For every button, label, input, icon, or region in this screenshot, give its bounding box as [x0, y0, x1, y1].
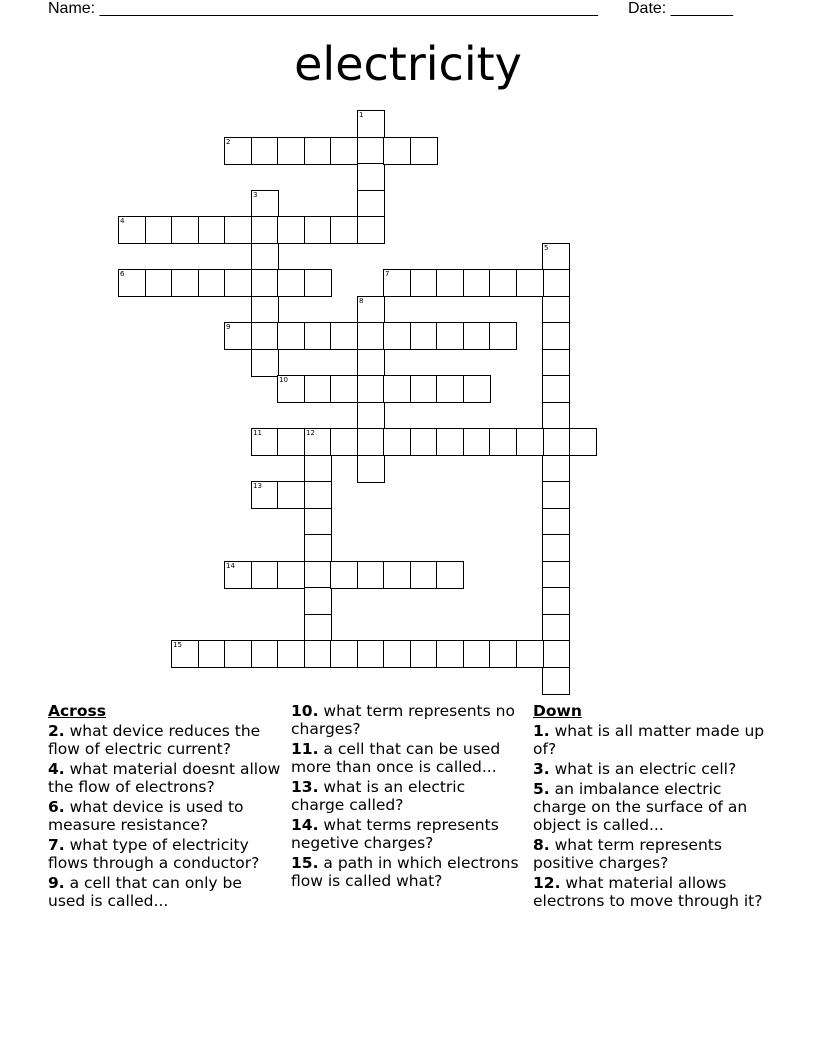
crossword-cell[interactable] — [224, 322, 252, 350]
clue-number: 11. — [291, 740, 319, 758]
clue-number: 15. — [291, 854, 319, 872]
crossword-cell[interactable] — [330, 640, 358, 668]
puzzle-title: electricity — [294, 37, 522, 91]
crossword-cell[interactable] — [489, 428, 517, 456]
clue-item — [533, 874, 769, 910]
clue-number-label: 2 — [226, 138, 231, 146]
clue-number-label: 9 — [226, 323, 231, 331]
crossword-cell[interactable] — [357, 375, 385, 403]
clue-number-label: 6 — [120, 270, 125, 278]
crossword-cell[interactable] — [277, 269, 305, 297]
clue-number: 13. — [291, 778, 319, 796]
date-field-label: Date: _______ — [628, 0, 733, 17]
crossword-cell[interactable] — [516, 428, 544, 456]
clue-number: 1. — [533, 722, 550, 740]
crossword-cell[interactable] — [436, 269, 464, 297]
crossword-cell[interactable] — [410, 640, 438, 668]
clue-number: 8. — [533, 836, 550, 854]
clue-number: 9. — [48, 874, 65, 892]
crossword-cell[interactable] — [357, 296, 385, 324]
crossword-cell[interactable] — [224, 561, 252, 589]
clue-text: what material doesnt allow the flow of electrons? — [48, 760, 281, 796]
clue-item — [291, 778, 523, 814]
clue-item — [48, 798, 284, 834]
across-heading: Across — [48, 702, 106, 720]
crossword-cell[interactable] — [171, 269, 199, 297]
crossword-cell[interactable] — [489, 322, 517, 350]
crossword-cell[interactable] — [516, 640, 544, 668]
crossword-cell[interactable] — [542, 402, 570, 430]
clue-item — [291, 702, 523, 738]
crossword-cell[interactable] — [357, 402, 385, 430]
clue-number-label: 5 — [544, 244, 549, 252]
crossword-cell[interactable] — [410, 269, 438, 297]
crossword-cell[interactable] — [357, 190, 385, 218]
clue-item — [48, 760, 284, 796]
crossword-cell[interactable] — [304, 640, 332, 668]
crossword-cell[interactable] — [304, 587, 332, 615]
crossword-cell[interactable] — [569, 428, 597, 456]
crossword-cell[interactable] — [304, 455, 332, 483]
clue-number-label: 15 — [173, 641, 182, 649]
clue-number-label: 13 — [253, 482, 262, 490]
crossword-cell[interactable] — [304, 614, 332, 642]
clue-number-label: 3 — [253, 191, 258, 199]
crossword-cell[interactable] — [410, 322, 438, 350]
clue-text: what type of electricity flows through a conductor? — [48, 836, 260, 872]
clue-number: 12. — [533, 874, 561, 892]
crossword-cell[interactable] — [542, 375, 570, 403]
crossword-cell[interactable] — [304, 428, 332, 456]
crossword-cell[interactable] — [542, 534, 570, 562]
crossword-cell[interactable] — [542, 296, 570, 324]
crossword-cell[interactable] — [383, 137, 411, 165]
crossword-cell[interactable] — [224, 137, 252, 165]
crossword-cell[interactable] — [516, 269, 544, 297]
crossword-cell[interactable] — [251, 322, 279, 350]
crossword-cell[interactable] — [224, 640, 252, 668]
crossword-cell[interactable] — [542, 508, 570, 536]
clue-text: what device reduces the flow of electric current? — [48, 722, 261, 758]
clue-item — [533, 722, 769, 758]
crossword-cell[interactable] — [330, 322, 358, 350]
crossword-cell[interactable] — [145, 216, 173, 244]
crossword-cell[interactable] — [330, 375, 358, 403]
crossword-cell[interactable] — [542, 561, 570, 589]
crossword-cell[interactable] — [251, 481, 279, 509]
clue-item — [533, 780, 769, 834]
clue-item — [48, 874, 284, 910]
crossword-cell[interactable] — [251, 216, 279, 244]
crossword-cell[interactable] — [304, 508, 332, 536]
name-field-label: Name: ________________________________________________________ — [48, 0, 598, 17]
clue-number: 7. — [48, 836, 65, 854]
clue-item — [48, 836, 284, 872]
crossword-cell[interactable] — [171, 640, 199, 668]
crossword-cell[interactable] — [330, 428, 358, 456]
crossword-cell[interactable] — [304, 375, 332, 403]
clue-number-label: 12 — [306, 429, 315, 437]
crossword-cell[interactable] — [542, 587, 570, 615]
clue-number: 14. — [291, 816, 319, 834]
crossword-cell[interactable] — [330, 216, 358, 244]
crossword-cell[interactable] — [357, 137, 385, 165]
clue-text: what is all matter made up of? — [533, 722, 765, 758]
crossword-cell[interactable] — [304, 481, 332, 509]
crossword-cell[interactable] — [251, 561, 279, 589]
clue-number-label: 7 — [385, 270, 390, 278]
clue-number-label: 1 — [359, 111, 364, 119]
crossword-cell[interactable] — [251, 296, 279, 324]
crossword-cell[interactable] — [357, 322, 385, 350]
crossword-cell[interactable] — [251, 269, 279, 297]
crossword-cell[interactable] — [251, 640, 279, 668]
crossword-cell[interactable] — [251, 349, 279, 377]
crossword-cell[interactable] — [410, 561, 438, 589]
clue-text: an imbalance electric charge on the surface of an object is called... — [533, 780, 748, 834]
crossword-cell[interactable] — [224, 269, 252, 297]
clue-number-label: 11 — [253, 429, 262, 437]
clue-text: a cell that can only be used is called... — [48, 874, 242, 910]
crossword-cell[interactable] — [542, 455, 570, 483]
crossword-cell[interactable] — [436, 428, 464, 456]
crossword-cell[interactable] — [436, 561, 464, 589]
crossword-cell[interactable] — [463, 428, 491, 456]
crossword-cell[interactable] — [542, 428, 570, 456]
crossword-cell[interactable] — [277, 375, 305, 403]
crossword-cell[interactable] — [463, 322, 491, 350]
crossword-cell[interactable] — [277, 216, 305, 244]
crossword-cell[interactable] — [357, 455, 385, 483]
clue-number: 3. — [533, 760, 550, 778]
clue-text: what terms represents negetive charges? — [291, 816, 499, 852]
clue-item — [533, 760, 769, 778]
crossword-cell[interactable] — [198, 216, 226, 244]
crossword-cell[interactable] — [383, 561, 411, 589]
crossword-cell[interactable] — [383, 269, 411, 297]
clue-number: 2. — [48, 722, 65, 740]
down-heading: Down — [533, 702, 582, 720]
crossword-cell[interactable] — [542, 349, 570, 377]
clue-text: what material allows electrons to move through it? — [533, 874, 763, 910]
crossword-cell[interactable] — [277, 481, 305, 509]
crossword-cell[interactable] — [330, 561, 358, 589]
crossword-cell[interactable] — [436, 640, 464, 668]
clue-text: what device is used to measure resistance? — [48, 798, 244, 834]
clue-number: 4. — [48, 760, 65, 778]
crossword-cell[interactable] — [277, 322, 305, 350]
crossword-cell[interactable] — [145, 269, 173, 297]
crossword-cell[interactable] — [251, 428, 279, 456]
crossword-cell[interactable] — [463, 269, 491, 297]
down-clues-column — [533, 702, 769, 912]
clue-number-label: 14 — [226, 562, 235, 570]
clue-text: what is an electric cell? — [549, 760, 737, 778]
crossword-cell[interactable] — [198, 269, 226, 297]
crossword-cell[interactable] — [224, 216, 252, 244]
crossword-cell[interactable] — [383, 640, 411, 668]
clue-text: what term represents no charges? — [291, 702, 515, 738]
clue-item — [291, 816, 523, 852]
crossword-cell[interactable] — [171, 216, 199, 244]
across-clues-column-1 — [48, 702, 284, 912]
crossword-cell[interactable] — [251, 243, 279, 271]
crossword-cell[interactable] — [357, 640, 385, 668]
crossword-cell[interactable] — [357, 163, 385, 191]
crossword-cell[interactable] — [357, 561, 385, 589]
crossword-cell[interactable] — [277, 640, 305, 668]
crossword-cell[interactable] — [304, 269, 332, 297]
crossword-cell[interactable] — [304, 137, 332, 165]
crossword-cell[interactable] — [383, 322, 411, 350]
clue-number: 5. — [533, 780, 550, 798]
crossword-cell[interactable] — [542, 269, 570, 297]
crossword-cell[interactable] — [198, 640, 226, 668]
clue-number: 10. — [291, 702, 319, 720]
crossword-cell[interactable] — [357, 428, 385, 456]
crossword-cell[interactable] — [118, 269, 146, 297]
crossword-cell[interactable] — [542, 243, 570, 271]
crossword-cell[interactable] — [118, 216, 146, 244]
crossword-cell[interactable] — [410, 428, 438, 456]
clue-number-label: 10 — [279, 376, 288, 384]
crossword-cell[interactable] — [542, 667, 570, 695]
crossword-cell[interactable] — [277, 561, 305, 589]
crossword-cell[interactable] — [463, 640, 491, 668]
crossword-cell[interactable] — [304, 561, 332, 589]
across-clues-column-2 — [291, 702, 523, 892]
crossword-cell[interactable] — [383, 428, 411, 456]
clue-number-label: 4 — [120, 217, 125, 225]
clue-item — [291, 854, 523, 890]
clue-item — [48, 722, 284, 758]
crossword-cell[interactable] — [463, 375, 491, 403]
clue-item — [291, 740, 523, 776]
crossword-cell[interactable] — [542, 614, 570, 642]
crossword-cell[interactable] — [542, 481, 570, 509]
crossword-cell[interactable] — [436, 322, 464, 350]
clue-number-label: 8 — [359, 297, 364, 305]
crossword-cell[interactable] — [410, 375, 438, 403]
crossword-cell[interactable] — [542, 322, 570, 350]
crossword-cell[interactable] — [383, 375, 411, 403]
crossword-cell[interactable] — [357, 216, 385, 244]
clue-text: what term represents positive charges? — [533, 836, 722, 872]
crossword-cell[interactable] — [251, 137, 279, 165]
crossword-cell[interactable] — [330, 137, 358, 165]
crossword-cell[interactable] — [436, 375, 464, 403]
clue-text: a cell that can be used more than once is called... — [291, 740, 501, 776]
clue-item — [533, 836, 769, 872]
crossword-cell[interactable] — [277, 428, 305, 456]
clue-number: 6. — [48, 798, 65, 816]
clue-text: a path in which electrons flow is called what? — [291, 854, 519, 890]
crossword-cell[interactable] — [304, 322, 332, 350]
crossword-cell[interactable] — [277, 137, 305, 165]
crossword-cell[interactable] — [489, 269, 517, 297]
crossword-cell[interactable] — [251, 190, 279, 218]
crossword-cell[interactable] — [357, 110, 385, 138]
crossword-cell[interactable] — [304, 534, 332, 562]
crossword-cell[interactable] — [542, 640, 570, 668]
crossword-cell[interactable] — [304, 216, 332, 244]
crossword-cell[interactable] — [410, 137, 438, 165]
crossword-cell[interactable] — [357, 349, 385, 377]
clue-text: what is an electric charge called? — [291, 778, 466, 814]
crossword-cell[interactable] — [489, 640, 517, 668]
